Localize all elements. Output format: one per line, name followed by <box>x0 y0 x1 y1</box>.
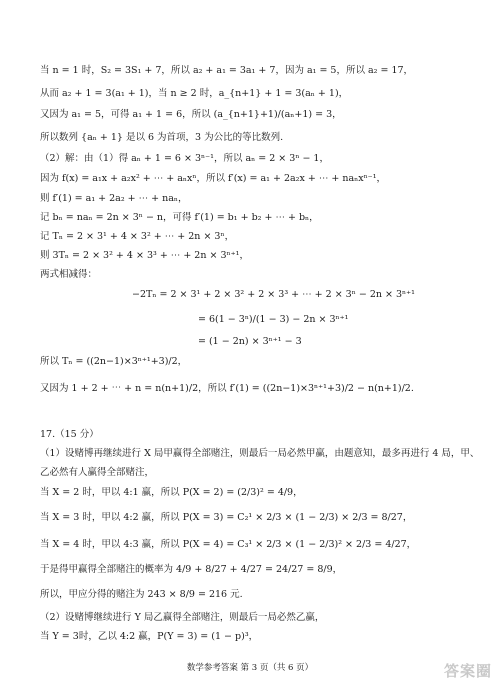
page-footer: 数学参考答案 第 3 页（共 6 页） <box>186 663 314 673</box>
question-17-heading: 17.（15 分） <box>40 429 99 440</box>
line-18: 当 X = 4 时，甲以 4:3 赢，所以 P(X = 4) = C₃¹ × 2/3 × (1 − 2/3)² × 2/3 = 4/27， <box>40 539 417 550</box>
equation-line-2: = 6(1 − 3ⁿ)/(1 − 3) − 2n × 3ⁿ⁺¹ <box>198 314 349 325</box>
line-8: 记 bₙ = naₙ = 2n × 3ⁿ − n，可得 f′(1) = b₁ + b₂ + ⋯ + bₙ， <box>40 212 319 223</box>
line-7: 则 f′(1) = a₁ + 2a₂ + ⋯ + naₙ， <box>40 193 188 204</box>
line-11: 两式相减得： <box>40 269 98 280</box>
line-19: 于是得甲赢得全部赌注的概率为 4/9 + 8/27 + 4/27 = 24/27 = 8/9， <box>40 564 343 575</box>
line-6: 因为 f(x) = a₁x + a₂x² + ⋯ + aₙxⁿ，所以 f′(x) = a₁ + 2a₂x + ⋯ + naₙxⁿ⁻¹， <box>40 173 387 184</box>
line-3: 又因为 a₁ = 5，可得 a₁ + 1 = 6，所以 (a_{n+1}+1)/(aₙ+1) = 3， <box>40 109 342 120</box>
watermark-logo: 答案圈 <box>443 662 492 680</box>
line-9: 记 Tₙ = 2 × 3¹ + 4 × 3² + ⋯ + 2n × 3ⁿ， <box>40 231 235 242</box>
line-16: 当 X = 2 时，甲以 4:1 赢，所以 P(X = 2) = (2/3)² = 4/9， <box>40 487 303 498</box>
line-15: 乙必然有人赢得全部赌注， <box>40 467 155 478</box>
line-22: 当 Y = 3时，乙以 4:2 赢，P(Y = 3) = (1 − p)³， <box>40 631 259 642</box>
line-21: （2）设赌博继续进行 Y 局乙赢得全部赌注，则最后一局必然乙赢， <box>40 612 325 623</box>
line-12: 所以 Tₙ = ((2n−1)×3ⁿ⁺¹+3)/2， <box>40 356 188 367</box>
line-20: 所以，甲应分得的赌注为 243 × 8/9 = 216 元. <box>40 589 243 600</box>
line-2: 从而 a₂ + 1 = 3(a₁ + 1)，当 n ≥ 2 时，a_{n+1} + 1 = 3(aₙ + 1)， <box>40 88 349 99</box>
equation-line-1: −2Tₙ = 2 × 3¹ + 2 × 3² + 2 × 3³ + ⋯ + 2 × 3ⁿ − 2n × 3ⁿ⁺¹ <box>132 289 415 300</box>
line-13: 又因为 1 + 2 + ⋯ + n = n(n+1)/2，所以 f′(1) = ((2n−1)×3ⁿ⁺¹+3)/2 − n(n+1)/2. <box>40 383 414 394</box>
line-17: 当 X = 3 时，甲以 4:2 赢，所以 P(X = 3) = C₂¹ × 2/3 × (1 − 2/3) × 2/3 = 8/27， <box>40 512 413 523</box>
line-5: （2）解：由（1）得 aₙ + 1 = 6 × 3ⁿ⁻¹，所以 aₙ = 2 × 3ⁿ − 1， <box>40 153 329 164</box>
line-1: 当 n = 1 时，S₂ = 3S₁ + 7，所以 a₂ + a₁ = 3a₁ + 7，因为 a₁ = 5，所以 a₂ = 17， <box>40 65 414 76</box>
line-14: （1）设赌博再继续进行 X 局甲赢得全部赌注，则最后一局必然甲赢，由题意知，最多再进行 4 局，甲、 <box>40 448 480 459</box>
line-10: 则 3Tₙ = 2 × 3² + 4 × 3³ + ⋯ + 2n × 3ⁿ⁺¹， <box>40 250 249 261</box>
equation-line-3: = (1 − 2n) × 3ⁿ⁺¹ − 3 <box>198 336 302 347</box>
line-4: 所以数列 {aₙ + 1} 是以 6 为首项，3 为公比的等比数列. <box>40 132 284 143</box>
